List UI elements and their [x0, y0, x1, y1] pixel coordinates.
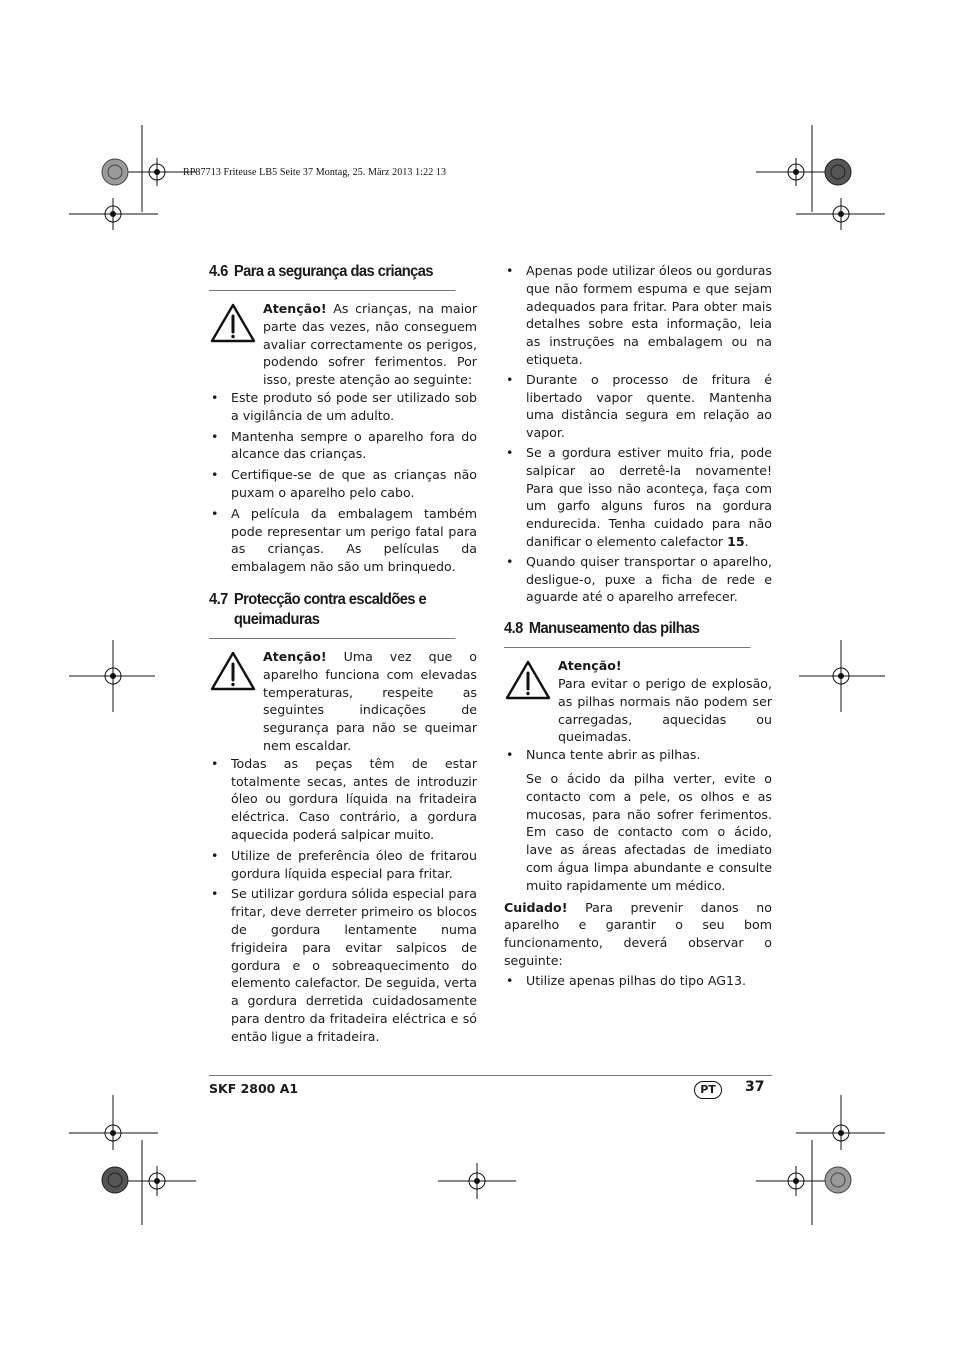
list-item-text-end: . — [744, 533, 749, 549]
list-item: • Utilize apenas pilhas do tipo AG13. — [504, 972, 772, 990]
language-badge: PT — [694, 1081, 722, 1099]
frying-safety-list — [504, 262, 772, 606]
list-item-text: Durante o processo de fritura é libertado vapor quente. Mantenha uma distância segura em relação ao vapor. — [526, 371, 772, 441]
section-title-line: Protecção contra escaldões e — [233, 590, 427, 608]
warning-label: Atenção! — [263, 648, 327, 664]
list-item-text: Se a gordura estiver muito fria, pode salpicar ao derretê-la novamente! Para que isso não aconteça, faça com um garfo alguns furos na gordura endurecida. Tenha cuidado para não danificar o elemento calefactor — [526, 444, 772, 549]
list-item — [504, 371, 772, 442]
section-4-7-heading — [209, 590, 456, 639]
list-item: • Nunca tente abrir as pilhas. — [504, 746, 772, 764]
section-number: 4.6 — [209, 263, 228, 280]
list-item-text: Apenas pode utilizar óleos ou gorduras que não formem espuma e que sejam adequados para fritar. Para obter mais detalhes sobre esta informação, leia as instruções na embalagem ou na etiqueta. — [526, 263, 772, 367]
warning-block-burns — [209, 648, 477, 755]
section-title: Para a segurança das crianças — [233, 263, 434, 280]
list-item: • Se utilizar gordura sólida especial para fritar, deve derreter primeiro os blocos de gordura lentamente numa frigideira para evitar salpicos de gordura e o sobreaquecimento do elemento calefactor. De seguida, verta a gordura derretida cuidadosamente para dentro da fritadeira eléctrica e só então ligue a fritadeira. — [209, 885, 477, 1045]
warning-text — [263, 300, 477, 389]
list-item — [504, 553, 772, 606]
warning-body: Uma vez que o aparelho funciona com elevadas temperaturas, respeite as seguintes indicações de segurança para não se queimar nem escaldar. — [263, 648, 477, 753]
warning-label: Atenção! — [558, 658, 622, 674]
battery-acid-paragraph: Se o ácido da pilha verter, evite o contacto com a pele, os olhos e as mucosas, para não sofrer ferimentos. Em caso de contacto com o ácido, lave as áreas afectadas de imediato com água limpa abundante e consulte muito rapidamente um médico. — [526, 770, 772, 893]
list-item: • A película da embalagem também pode representar um perigo fatal para as crianças. As películas da embalagem não são um brinquedo. — [209, 505, 477, 576]
section-title-line: queimaduras — [233, 610, 320, 628]
print-slug: RP87713 Friteuse LB5 Seite 37 Montag, 25. März 2013 1:22 13 — [183, 167, 447, 178]
section-4-8-heading — [504, 619, 751, 648]
warning-text — [558, 657, 772, 746]
warning-body: As crianças, na maior parte das vezes, não conseguem avaliar correctamente os perigos, podendo sofrer ferimentos. Por isso, preste atenção ao seguinte: — [263, 301, 477, 388]
caution-paragraph — [504, 899, 772, 970]
warning-block-children — [209, 300, 477, 389]
list-item — [504, 262, 772, 369]
caution-body: Para prevenir danos no aparelho e garantir o seu bom funcionamento, deverá observar o seguinte: — [504, 899, 772, 968]
list-item — [504, 444, 772, 551]
section-number: 4.7 — [209, 590, 228, 608]
page-number: 37 — [745, 1079, 765, 1095]
list-item: • Utilize de preferência óleo de fritarou gordura líquida especial para fritar. — [209, 847, 477, 883]
warning-block-batteries — [504, 657, 772, 746]
section-number: 4.8 — [504, 620, 523, 638]
warning-triangle-icon — [209, 302, 263, 349]
caution-label: Cuidado! — [504, 899, 568, 915]
list-item: • Este produto só pode ser utilizado sob a vigilância de um adulto. — [209, 389, 477, 425]
warning-triangle-icon — [209, 650, 263, 697]
section-title: Manuseamento das pilhas — [528, 620, 700, 638]
list-item-text: Quando quiser transportar o aparelho, desligue-o, puxe a ficha de rede e aguarde até o aparelho arrefecer. — [526, 553, 772, 605]
burn-safety-list — [209, 755, 477, 1046]
model-number: SKF 2800 A1 — [209, 1081, 299, 1096]
right-column — [504, 262, 772, 989]
section-4-6-heading — [209, 262, 456, 291]
battery-list-2 — [504, 972, 772, 990]
warning-label: Atenção! — [263, 301, 327, 316]
warning-text — [263, 648, 477, 755]
page-footer — [209, 1075, 772, 1096]
left-column — [209, 262, 477, 1045]
list-item: • Todas as peças têm de estar totalmente secas, antes de introduzir óleo ou gordura líquida na fritadeira eléctrica. Caso contrário, a gordura aquecida poderá salpicar muito. — [209, 755, 477, 844]
list-item: • Certifique-se de que as crianças não puxam o aparelho pelo cabo. — [209, 466, 477, 502]
warning-triangle-icon — [504, 659, 558, 706]
battery-list-1 — [504, 746, 772, 764]
child-safety-list — [209, 389, 477, 576]
part-reference-number: 15 — [727, 533, 745, 549]
warning-body: Para evitar o perigo de explosão, as pilhas normais não podem ser carregadas, aquecidas ou queimadas. — [558, 675, 772, 745]
list-item: • Mantenha sempre o aparelho fora do alcance das crianças. — [209, 428, 477, 464]
